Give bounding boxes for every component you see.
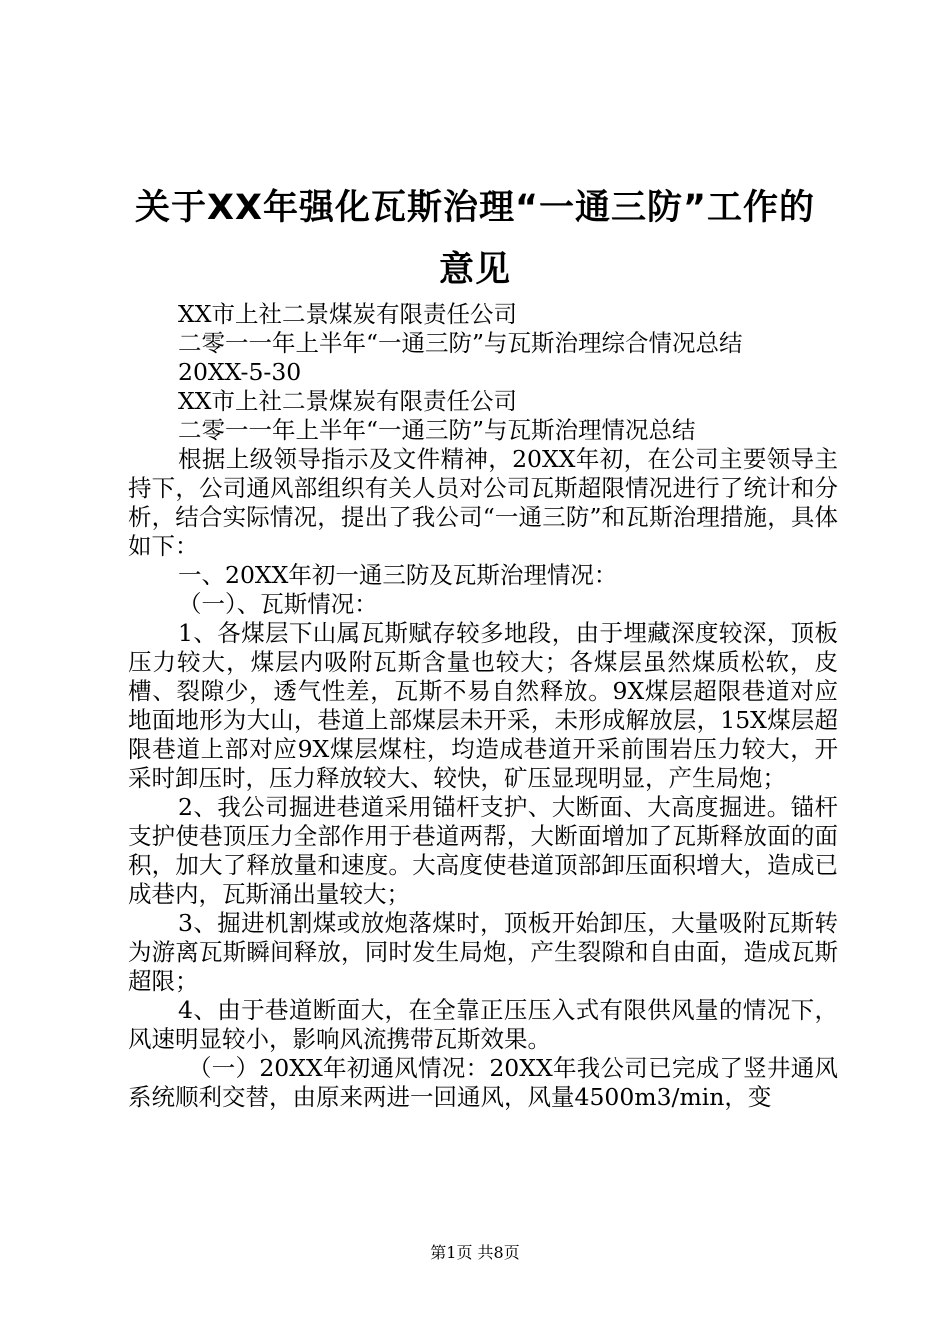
ventilation-paragraph: （一）20XX年初通风情况：20XX年我公司已完成了竖井通风系统顺利交替，由原来两进一回通风，风量4500m3/min，变	[128, 1054, 838, 1111]
section-heading-1: 一、20XX年初一通三防及瓦斯治理情况：	[178, 561, 618, 589]
company-name-repeat: XX市上社二景煤炭有限责任公司	[178, 387, 517, 415]
summary-subheading: 二零一一年上半年“一通三防”与瓦斯治理情况总结	[178, 416, 696, 444]
company-name: XX市上社二景煤炭有限责任公司	[178, 300, 517, 328]
gas-item-1: 1、各煤层下山属瓦斯赋存较多地段，由于埋藏深度较深，顶板压力较大，煤层内吸附瓦斯含量也较大；各煤层虽然煤质松软，皮槽、裂隙少，透气性差，瓦斯不易自然释放。9X煤层超限巷道对应地面地形为大山，巷道上部煤层未开采，未形成解放层，15X煤层超限巷道上部对应9X煤层煤柱，均造成巷道开采前围岩压力较大，开采时卸压时，压力释放较大、较快，矿压显现明显，产生局炮；	[128, 619, 838, 792]
intro-paragraph: 根据上级领导指示及文件精神，20XX年初，在公司主要领导主持下，公司通风部组织有关人员对公司瓦斯超限情况进行了统计和分析，结合实际情况，提出了我公司“一通三防”和瓦斯治理措施，具体如下：	[128, 445, 838, 560]
summary-heading: 二零一一年上半年“一通三防”与瓦斯治理综合情况总结	[178, 329, 743, 357]
document-body	[128, 300, 838, 1112]
document-title-line-1: 关于XX年强化瓦斯治理“一通三防”工作的	[135, 188, 815, 228]
page-footer: 第1页 共8页	[430, 1243, 520, 1262]
document-title-line-2: 意见	[438, 250, 511, 290]
gas-item-2: 2、我公司掘进巷道采用锚杆支护、大断面、大高度掘进。锚杆支护使巷顶压力全部作用于巷道两帮，大断面增加了瓦斯释放面的面积，加大了释放量和速度。大高度使巷道顶部卸压面积增大，造成已成巷内，瓦斯涌出量较大；	[128, 793, 838, 908]
document-date: 20XX-5-30	[178, 358, 302, 386]
subsection-heading-gas: （一）、瓦斯情况：	[178, 590, 378, 618]
gas-item-4: 4、由于巷道断面大，在全靠正压压入式有限供风量的情况下，风速明显较小，影响风流携带瓦斯效果。	[128, 996, 838, 1053]
gas-item-3: 3、掘进机割煤或放炮落煤时，顶板开始卸压，大量吸附瓦斯转为游离瓦斯瞬间释放，同时发生局炮，产生裂隙和自由面，造成瓦斯超限；	[128, 909, 838, 995]
